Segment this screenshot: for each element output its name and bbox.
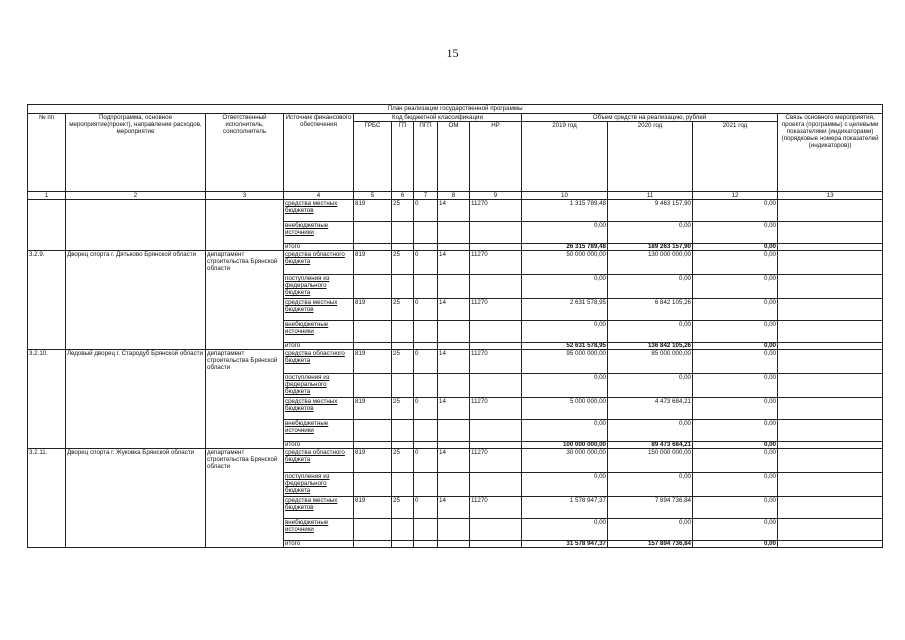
header-budget-code: Код бюджетной классификации (354, 114, 522, 122)
executor: департамент строительства Брянской области (206, 449, 284, 548)
header-2019: 2019 год (522, 122, 608, 192)
code-grbs (354, 442, 392, 449)
code-grbs (354, 321, 392, 343)
amount-2019: 0,00 (522, 374, 608, 398)
code-pgp (414, 541, 438, 548)
code-pgp (414, 420, 438, 442)
funding-source: итого (284, 343, 354, 350)
amount-2019: 0,00 (522, 275, 608, 299)
column-number-row (28, 192, 883, 200)
funding-source: внебюджетные источники (284, 420, 354, 442)
funding-source: внебюджетные источники (284, 519, 354, 541)
code-np (470, 442, 522, 449)
indicator-link (778, 473, 883, 497)
indicator-link (778, 222, 883, 244)
amount-2021: 0,00 (693, 350, 778, 374)
indicator-link (778, 420, 883, 442)
amount-2019: 1 578 947,37 (522, 497, 608, 519)
amount-2020: 89 473 684,21 (608, 442, 693, 449)
amount-2019: 95 000 000,00 (522, 350, 608, 374)
code-om (438, 244, 470, 251)
amount-2021: 0,00 (693, 275, 778, 299)
code-pgp (414, 473, 438, 497)
amount-2019: 100 000 000,00 (522, 442, 608, 449)
amount-2020: 0,00 (608, 519, 693, 541)
amount-2021: 0,00 (693, 299, 778, 321)
code-grbs (354, 519, 392, 541)
code-om: 14 (438, 449, 470, 473)
code-om (438, 420, 470, 442)
amount-2021: 0,00 (693, 200, 778, 222)
code-pgp: 0 (414, 350, 438, 374)
code-gp (392, 442, 414, 449)
indicator-link (778, 244, 883, 251)
code-np: 11270 (470, 299, 522, 321)
col-number: 7 (414, 192, 438, 200)
code-grbs (354, 473, 392, 497)
code-grbs: 819 (354, 449, 392, 473)
amount-2021: 0,00 (693, 473, 778, 497)
code-grbs (354, 541, 392, 548)
code-gp: 25 (392, 497, 414, 519)
amount-2021: 0,00 (693, 343, 778, 350)
code-pgp (414, 442, 438, 449)
funding-source: средства областного бюджета (284, 449, 354, 473)
code-gp (392, 374, 414, 398)
col-number: 2 (66, 192, 206, 200)
code-np: 11270 (470, 497, 522, 519)
col-number: 4 (284, 192, 354, 200)
table-row (28, 449, 883, 473)
funding-source: поступления из федерального бюджета (284, 275, 354, 299)
amount-2020: 85 000 000,00 (608, 350, 693, 374)
code-np: 11270 (470, 449, 522, 473)
amount-2019: 26 315 789,48 (522, 244, 608, 251)
funding-source: средства местных бюджетов (284, 200, 354, 222)
code-pgp (414, 343, 438, 350)
indicator-link (778, 519, 883, 541)
row-number: 3.2.10. (28, 350, 66, 449)
code-gp (392, 420, 414, 442)
funding-source: внебюджетные источники (284, 222, 354, 244)
amount-2019: 2 631 578,95 (522, 299, 608, 321)
col-number: 8 (438, 192, 470, 200)
code-om: 14 (438, 251, 470, 275)
code-pgp: 0 (414, 398, 438, 420)
code-pgp (414, 222, 438, 244)
executor: департамент строительства Брянской области (206, 350, 284, 449)
amount-2021: 0,00 (693, 244, 778, 251)
header-name: Подпрограмма, основное мероприятие(проект), направление расходов, мероприятие (66, 114, 206, 192)
table-row (28, 251, 883, 275)
amount-2020: 189 263 157,90 (608, 244, 693, 251)
code-grbs (354, 420, 392, 442)
code-om (438, 343, 470, 350)
amount-2021: 0,00 (693, 519, 778, 541)
code-gp (392, 275, 414, 299)
code-om: 14 (438, 200, 470, 222)
code-np (470, 321, 522, 343)
code-gp: 25 (392, 299, 414, 321)
amount-2019: 0,00 (522, 321, 608, 343)
executor: департамент строительства Брянской области (206, 251, 284, 350)
amount-2020: 0,00 (608, 321, 693, 343)
indicator-link (778, 299, 883, 321)
header-2020: 2020 год (608, 122, 693, 192)
amount-2019: 5 000 000,00 (522, 398, 608, 420)
code-grbs: 819 (354, 350, 392, 374)
col-number: 9 (470, 192, 522, 200)
amount-2020: 0,00 (608, 222, 693, 244)
indicator-link (778, 449, 883, 473)
indicator-link (778, 541, 883, 548)
header-gp: ГП (392, 122, 414, 192)
indicator-link (778, 497, 883, 519)
code-np (470, 222, 522, 244)
col-number: 13 (778, 192, 883, 200)
col-number: 10 (522, 192, 608, 200)
amount-2019: 31 578 947,37 (522, 541, 608, 548)
code-pgp: 0 (414, 200, 438, 222)
code-pgp (414, 244, 438, 251)
code-np: 11270 (470, 200, 522, 222)
col-number: 1 (28, 192, 66, 200)
row-number: 3.2.9. (28, 251, 66, 350)
amount-2020: 7 894 736,84 (608, 497, 693, 519)
code-om (438, 222, 470, 244)
amount-2021: 0,00 (693, 497, 778, 519)
header-om: ОМ (438, 122, 470, 192)
activity-name (66, 200, 206, 251)
funding-source: итого (284, 541, 354, 548)
table-title: План реализации государственной программы (28, 105, 883, 114)
code-np: 11270 (470, 398, 522, 420)
code-pgp: 0 (414, 497, 438, 519)
code-grbs (354, 244, 392, 251)
funding-source: средства местных бюджетов (284, 398, 354, 420)
code-gp: 25 (392, 449, 414, 473)
header-source: Источник финансового обеспечения (284, 114, 354, 192)
amount-2019: 1 315 789,48 (522, 200, 608, 222)
activity-name: Дворец спорта г. Жуковка Брянской области (66, 449, 206, 548)
amount-2019: 30 000 000,00 (522, 449, 608, 473)
page-number: 15 (446, 46, 459, 60)
code-np (470, 420, 522, 442)
amount-2020: 0,00 (608, 275, 693, 299)
code-np: 11270 (470, 251, 522, 275)
code-np (470, 541, 522, 548)
indicator-link (778, 200, 883, 222)
code-pgp (414, 321, 438, 343)
indicator-link (778, 321, 883, 343)
amount-2020: 9 463 157,90 (608, 200, 693, 222)
amount-2019: 0,00 (522, 222, 608, 244)
funding-source: средства областного бюджета (284, 350, 354, 374)
indicator-link (778, 275, 883, 299)
code-om (438, 519, 470, 541)
col-number: 6 (392, 192, 414, 200)
amount-2019: 0,00 (522, 519, 608, 541)
code-pgp (414, 519, 438, 541)
amount-2019: 52 631 578,95 (522, 343, 608, 350)
code-np: 11270 (470, 350, 522, 374)
code-np (470, 519, 522, 541)
table-row (28, 350, 883, 374)
row-number: 3.2.11. (28, 449, 66, 548)
code-gp: 25 (392, 200, 414, 222)
header-pgp: ПГП (414, 122, 438, 192)
amount-2020: 150 000 000,00 (608, 449, 693, 473)
code-gp (392, 541, 414, 548)
amount-2020: 157 894 736,84 (608, 541, 693, 548)
indicator-link (778, 374, 883, 398)
funding-source: итого (284, 442, 354, 449)
code-pgp: 0 (414, 251, 438, 275)
funding-source: итого (284, 244, 354, 251)
code-grbs (354, 275, 392, 299)
code-om (438, 275, 470, 299)
code-om: 14 (438, 497, 470, 519)
header-2021: 2021 год (693, 122, 778, 192)
code-np (470, 374, 522, 398)
header-num: № пп (28, 114, 66, 192)
header-np: НР (470, 122, 522, 192)
code-om (438, 321, 470, 343)
amount-2021: 0,00 (693, 251, 778, 275)
code-np (470, 244, 522, 251)
code-om (438, 473, 470, 497)
amount-2021: 0,00 (693, 374, 778, 398)
funding-source: поступления из федерального бюджета (284, 473, 354, 497)
row-number (28, 200, 66, 251)
code-gp (392, 473, 414, 497)
code-om: 14 (438, 398, 470, 420)
header-executor: Ответственный исполнитель, соисполнитель (206, 114, 284, 192)
code-np (470, 473, 522, 497)
col-number: 5 (354, 192, 392, 200)
col-number: 12 (693, 192, 778, 200)
amount-2020: 136 842 105,26 (608, 343, 693, 350)
amount-2021: 0,00 (693, 541, 778, 548)
amount-2021: 0,00 (693, 449, 778, 473)
indicator-link (778, 343, 883, 350)
code-pgp (414, 275, 438, 299)
amount-2020: 6 842 105,26 (608, 299, 693, 321)
header-grbs: ГРБС (354, 122, 392, 192)
code-pgp: 0 (414, 449, 438, 473)
code-grbs (354, 343, 392, 350)
header-link: Связь основного мероприятия, проекта (программы) с целевыми показателями (индикаторами) (порядковые номера показателей (индикаторов)) (778, 114, 883, 192)
funding-source: средства областного бюджета (284, 251, 354, 275)
amount-2021: 0,00 (693, 222, 778, 244)
amount-2021: 0,00 (693, 321, 778, 343)
amount-2020: 0,00 (608, 374, 693, 398)
amount-2019: 0,00 (522, 473, 608, 497)
code-grbs: 819 (354, 497, 392, 519)
col-number: 3 (206, 192, 284, 200)
amount-2021: 0,00 (693, 420, 778, 442)
code-np (470, 275, 522, 299)
table-row (28, 200, 883, 222)
code-gp: 25 (392, 398, 414, 420)
code-gp (392, 321, 414, 343)
indicator-link (778, 398, 883, 420)
code-om: 14 (438, 350, 470, 374)
code-om (438, 374, 470, 398)
indicator-link (778, 251, 883, 275)
indicator-link (778, 350, 883, 374)
code-gp (392, 244, 414, 251)
funding-source: средства местных бюджетов (284, 497, 354, 519)
code-om (438, 442, 470, 449)
plan-table (27, 104, 883, 548)
executor (206, 200, 284, 251)
amount-2020: 0,00 (608, 420, 693, 442)
funding-source: поступления из федерального бюджета (284, 374, 354, 398)
code-om (438, 541, 470, 548)
amount-2020: 4 473 684,21 (608, 398, 693, 420)
amount-2020: 0,00 (608, 473, 693, 497)
code-grbs (354, 374, 392, 398)
indicator-link (778, 442, 883, 449)
amount-2019: 0,00 (522, 420, 608, 442)
code-gp (392, 222, 414, 244)
activity-name: Ледовый дворец г. Стародуб Брянской области (66, 350, 206, 449)
funding-source: средства местных бюджетов (284, 299, 354, 321)
code-grbs: 819 (354, 398, 392, 420)
code-pgp (414, 374, 438, 398)
code-om: 14 (438, 299, 470, 321)
code-grbs (354, 222, 392, 244)
activity-name: Дворец спорта г. Дятьково Брянской области (66, 251, 206, 350)
code-gp (392, 519, 414, 541)
code-np (470, 343, 522, 350)
header-funding: Объем средств на реализацию, рублей (522, 114, 778, 122)
funding-source: внебюджетные источники (284, 321, 354, 343)
code-grbs: 819 (354, 200, 392, 222)
code-gp: 25 (392, 251, 414, 275)
col-number: 11 (608, 192, 693, 200)
amount-2021: 0,00 (693, 442, 778, 449)
amount-2021: 0,00 (693, 398, 778, 420)
code-gp: 25 (392, 350, 414, 374)
amount-2019: 50 000 000,00 (522, 251, 608, 275)
code-grbs: 819 (354, 251, 392, 275)
code-pgp: 0 (414, 299, 438, 321)
amount-2020: 130 000 000,00 (608, 251, 693, 275)
code-gp (392, 343, 414, 350)
code-grbs: 819 (354, 299, 392, 321)
